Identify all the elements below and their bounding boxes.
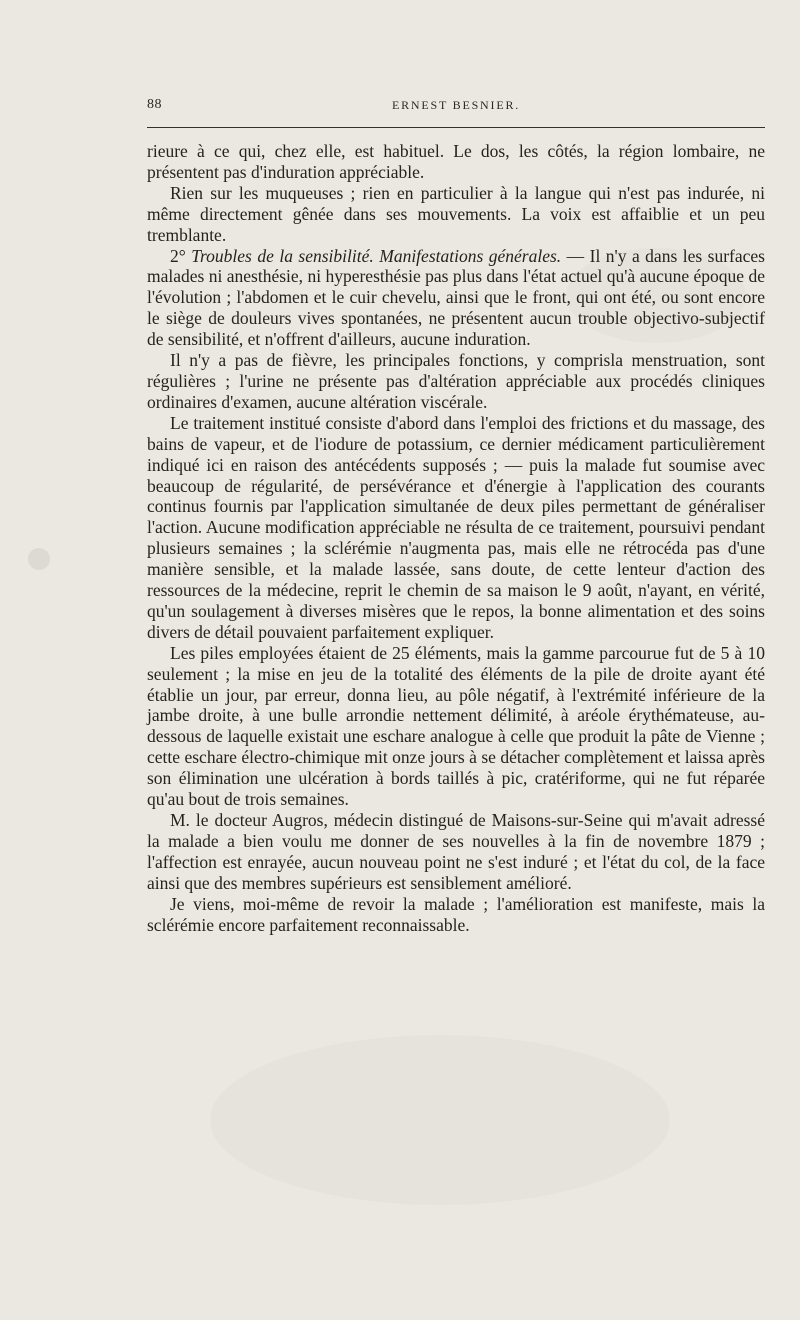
paper-blot (28, 548, 50, 570)
paper-stain (210, 1035, 670, 1205)
body-text (147, 141, 765, 935)
running-head: ERNEST BESNIER. (391, 98, 521, 112)
page-number: 88 (147, 97, 162, 112)
section-number: 2° (170, 245, 186, 266)
paragraph: Je viens, moi-même de revoir la malade ; l'amélioration est manifeste, mais la sclérémie encore parfaitement reconnaissable. (147, 893, 765, 935)
page-header (147, 97, 765, 119)
paragraph: Les piles employées étaient de 25 éléments, mais la gamme parcourue fut de 5 à 10 seulement ; la mise en jeu de la totalité des éléments de la pile de droite ayant été établie un jour, par erreur, donna lieu, au pôle négatif, à l'extrémité inférieure de la jambe droite, à une bulle arrondie nettement délimité, à aréole érythémateuse, au-dessous de laquelle existait une eschare analogue à celle que produit la pâte de Vienne ; cette eschare électro-chimique mit onze jours à se détacher complètement et laissa après son élimination une ulcération à bords taillés à pic, cratériforme, qui ne fut réparée qu'au bout de trois semaines. (147, 642, 765, 810)
header-rule (147, 127, 765, 128)
paragraph: Rien sur les muqueuses ; rien en particulier à la langue qui n'est pas indurée, ni même directement gênée dans ses mouvements. La voix est affaiblie et un peu tremblante. (147, 182, 765, 245)
paragraph-text: — Il n'y a dans les surfaces malades ni anesthésie, ni hyperesthésie pas plus dans l'état actuel qu'à aucune époque de l'évolution ; l'abdomen et le cuir chevelu, ainsi que le front, qui ont été, ou sont encore le siège de douleurs vives spontanées, ne présentent aucun trouble objectivo-subjectif de sensibilité, et n'offrent d'ailleurs, aucune induration. (147, 245, 765, 350)
paragraph (147, 246, 765, 351)
section-title: Troubles de la sensibilité. Manifestations générales. (191, 245, 562, 266)
paragraph: M. le docteur Augros, médecin distingué de Maisons-sur-Seine qui m'avait adressé la malade a bien voulu me donner de ses nouvelles à la fin de novembre 1879 ; l'affection est enrayée, aucun nouveau point ne s'est induré ; et l'état du col, de la face ainsi que des membres supérieurs est sensiblement amélioré. (147, 810, 765, 893)
paragraph: Il n'y a pas de fièvre, les principales fonctions, y comprisla menstruation, sont régulières ; l'urine ne présente pas d'altération appréciable aux procédés cliniques ordinaires d'examen, aucune altération viscérale. (147, 350, 765, 412)
paragraph: Le traitement institué consiste d'abord dans l'emploi des frictions et du massage, des bains de vapeur, et de l'iodure de potassium, ce dernier médicament particulièrement indiqué ici en raison des antécédents supposés ; — puis la malade fut soumise avec beaucoup de régularité, de persévérance et d'énergie à l'application des courants continus fournis par l'application simultanée de deux piles permettant de généraliser l'action. Aucune modification appréciable ne résulta de ce traitement, poursuivi pendant plusieurs semaines ; la sclérémie n'augmenta pas, mais elle ne rétrocéda pas d'une manière sensible, et la malade lassée, sans doute, de cette lenteur d'action des ressources de la médecine, reprit le chemin de sa maison le 9 août, n'ayant, en vérité, qu'un soulagement à diverses misères que le repos, la bonne alimentation et des soins divers de détail pouvaient parfaitement expliquer. (147, 412, 765, 642)
paragraph: rieure à ce qui, chez elle, est habituel. Le dos, les côtés, la région lombaire, ne présentent pas d'induration appréciable. (147, 141, 765, 182)
